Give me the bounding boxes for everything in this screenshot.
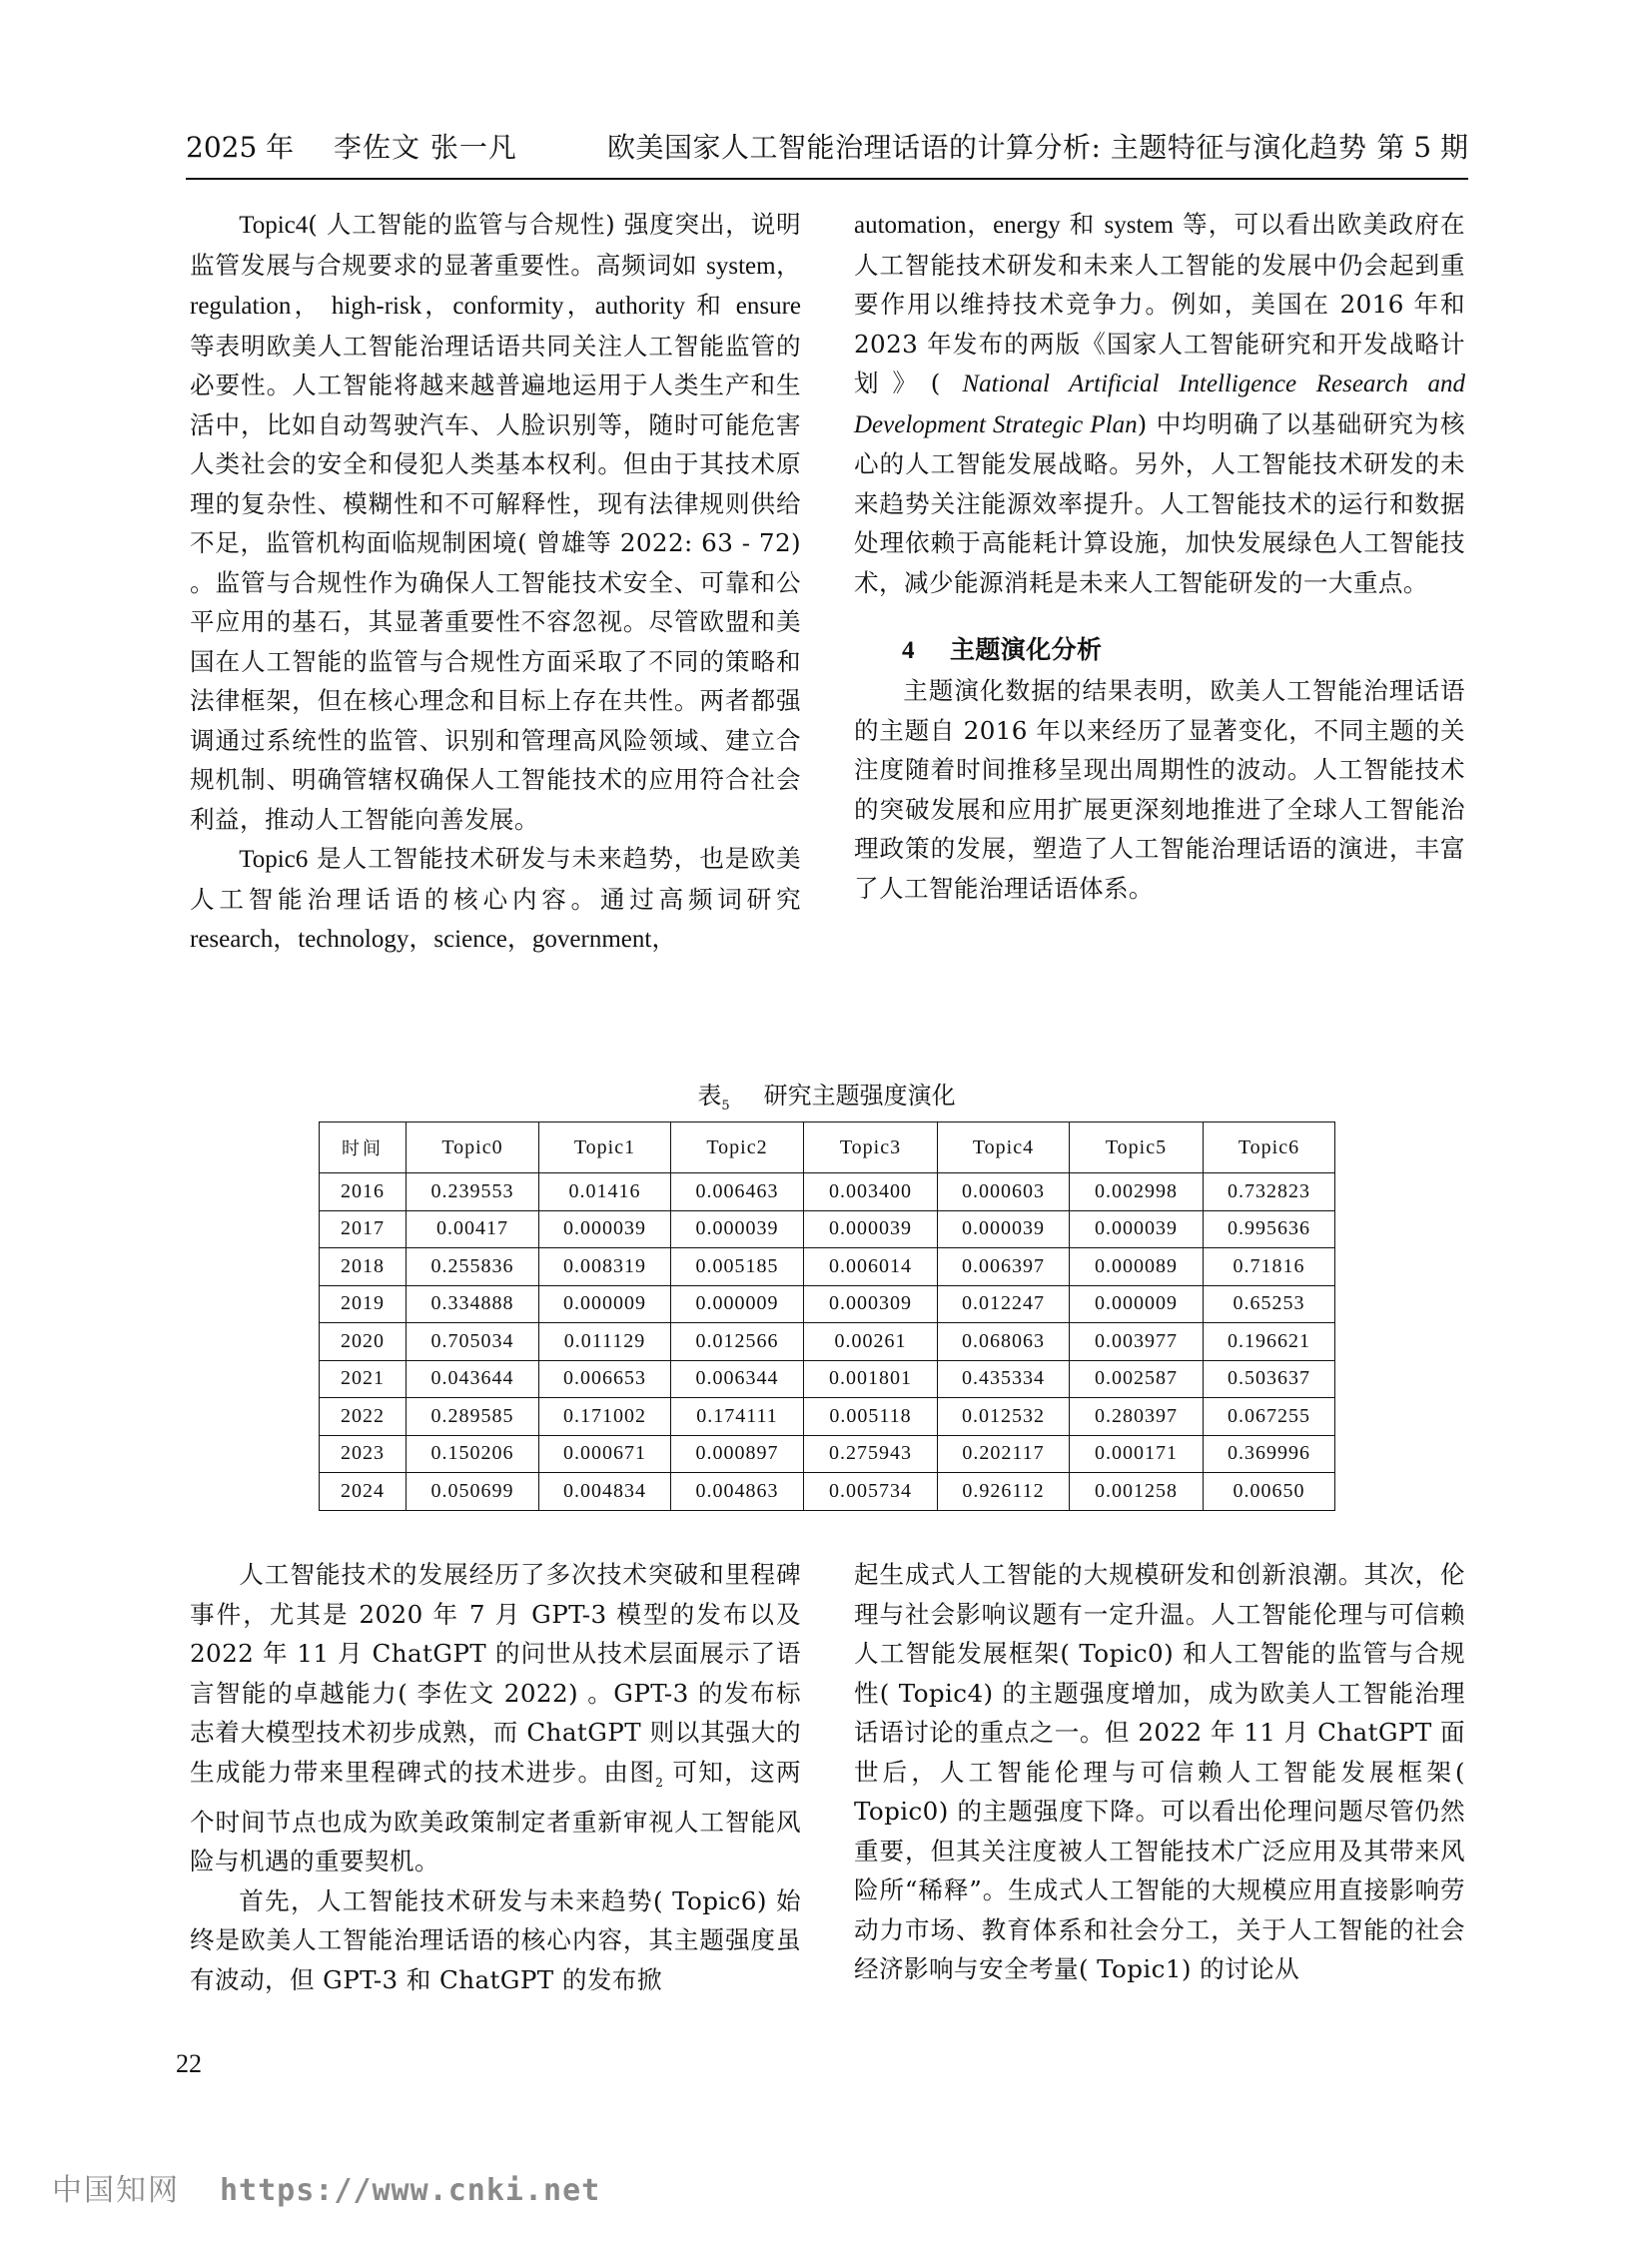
topic-strength-cell: 0.732823 xyxy=(1204,1173,1335,1211)
topic-strength-cell: 0.000171 xyxy=(1070,1435,1204,1473)
text-run: 可知，这两个时间节点也成为欧美政策制定者重新审视人工智能风险与机遇的重要契机。 xyxy=(190,1757,802,1876)
paragraph-topic6 xyxy=(190,839,801,960)
topic-strength-cell: 0.65253 xyxy=(1204,1285,1335,1323)
year-cell: 2023 xyxy=(320,1435,407,1473)
keyword-list: automation，energy xyxy=(854,212,1061,239)
text-run: ( 人工智能的监管与合规性) 强度突出，说明监管发展与合规要求的显著重要性。高频词如 xyxy=(190,210,801,280)
table-number: 5 xyxy=(721,1099,730,1114)
topic-strength-cell: 0.005734 xyxy=(804,1473,938,1511)
table-row xyxy=(320,1323,1335,1361)
text-run: ) 中均明确了以基础研究为核心的人工智能发展战略。另外，人工智能技术研发的未来趋势关注能源效率提升。人工智能技术的运行和数据处理依赖于高能耗计算设施，加快发展绿色人工智能技术，减少能源消耗是未来人工智能研发的一大重点。 xyxy=(854,408,1465,597)
year-cell: 2022 xyxy=(320,1398,407,1436)
keyword-list: system，regulation， high-risk，conformity，authority xyxy=(190,252,801,320)
table-title: 研究主题强度演化 xyxy=(763,1082,956,1110)
topic-strength-cell: 0.004834 xyxy=(539,1473,671,1511)
topic-strength-cell: 0.00417 xyxy=(407,1210,539,1248)
topic-strength-cell: 0.004863 xyxy=(671,1473,804,1511)
column-header: Topic4 xyxy=(938,1122,1070,1173)
topic-strength-cell: 0.00650 xyxy=(1204,1473,1335,1511)
topic-strength-cell: 0.01416 xyxy=(539,1173,671,1211)
text-run: 和 xyxy=(1060,210,1105,239)
topic-strength-cell: 0.000009 xyxy=(1070,1285,1204,1323)
table-label: 表 xyxy=(697,1082,722,1110)
table-row xyxy=(320,1248,1335,1286)
topic-strength-cell: 0.000009 xyxy=(671,1285,804,1323)
text-run: 等，可以看出欧美政府在人工智能技术研发和未来人工智能的发展中仍会起到重要作用以维持技术竞争力。例如，美国在 2016 年和 2023 年发布的两版《国家人工智能研究和开发战略计划》( xyxy=(854,210,1465,397)
text-run: 是人工智能技术研发与未来趋势，也是欧美人工智能治理话语的核心内容。通过高频词研究 xyxy=(190,844,801,914)
column-header: Topic1 xyxy=(539,1122,671,1173)
paragraph-first: 首先，人工智能技术研发与未来趋势( Topic6) 始终是欧美人工智能治理话语的核心内容，其主题强度虽有波动，但 GPT-3 和 ChatGPT 的发布掀 xyxy=(190,1885,801,1994)
topic-strength-cell: 0.012566 xyxy=(671,1323,804,1361)
topic-strength-cell: 0.995636 xyxy=(1204,1210,1335,1248)
year-cell: 2017 xyxy=(320,1210,407,1248)
topic-strength-cell: 0.000603 xyxy=(938,1173,1070,1211)
topic-strength-cell: 0.239553 xyxy=(407,1173,539,1211)
topic-ref: Topic6 xyxy=(239,846,309,873)
topic-strength-cell: 0.043644 xyxy=(407,1360,539,1398)
cnki-watermark xyxy=(52,2165,600,2209)
topic-strength-cell: 0.255836 xyxy=(407,1248,539,1286)
paragraph-evolution-intro: 主题演化数据的结果表明，欧美人工智能治理话语的主题自 2016 年以来经历了显著变化，不同主题的关注度随着时间推移呈现出周期性的波动。人工智能技术的突破发展和应用扩展更深刻地推进了全球人工智能治理政策的发展，塑造了人工智能治理话语的演进，丰富了人工智能治理话语体系。 xyxy=(854,676,1465,903)
paragraph-milestones xyxy=(190,1555,801,1881)
left-column-bottom xyxy=(190,1555,801,1999)
topic-strength-cell: 0.008319 xyxy=(539,1248,671,1286)
text-run: 和 xyxy=(684,291,736,320)
topic-strength-cell: 0.012247 xyxy=(938,1285,1070,1323)
topic-strength-cell: 0.006653 xyxy=(539,1360,671,1398)
section-title: 主题演化分析 xyxy=(950,635,1103,664)
watermark-cn: 中国知网 xyxy=(52,2173,180,2208)
topic-strength-cell: 0.289585 xyxy=(407,1398,539,1436)
year-cell: 2016 xyxy=(320,1173,407,1211)
right-column-top xyxy=(854,205,1465,908)
topic-strength-cell: 0.000039 xyxy=(804,1210,938,1248)
topic-strength-cell: 0.006463 xyxy=(671,1173,804,1211)
year-cell: 2018 xyxy=(320,1248,407,1286)
running-head-authors: 李佐文 张一凡 xyxy=(334,131,517,164)
figure-number: 2 xyxy=(655,1775,664,1790)
column-header: 时间 xyxy=(320,1122,407,1173)
keyword-list: research，technology，science，government， xyxy=(190,926,677,953)
topic-strength-cell: 0.000671 xyxy=(539,1435,671,1473)
header-rule xyxy=(186,178,1468,180)
year-cell: 2020 xyxy=(320,1323,407,1361)
keyword: system xyxy=(1104,212,1174,239)
topic-strength-cell: 0.006397 xyxy=(938,1248,1070,1286)
topic-strength-cell: 0.435334 xyxy=(938,1360,1070,1398)
topic-strength-cell: 0.002998 xyxy=(1070,1173,1204,1211)
column-header: Topic2 xyxy=(671,1122,804,1173)
topic-strength-cell: 0.003400 xyxy=(804,1173,938,1211)
topic-strength-cell: 0.067255 xyxy=(1204,1398,1335,1436)
text-run: 等表明欧美人工智能治理话语共同关注人工智能监管的必要性。人工智能将越来越普遍地运用于人类生产和生活中，比如自动驾驶汽车、人脸识别等，随时可能危害人类社会的安全和侵犯人类基本权利。但由于其技术原理的复杂性、模糊性和不可解释性，现有法律规则供给不足，监管机构面临规制困境( 曾雄等 2022: 63 - 72) 。监管与合规性作为确保人工智能技术安全、可靠和公平应用的基石，其显著重要性不容忽视。尽管欧盟和美国在人工智能的监管与合规性方面采取了不同的策略和法律框架，但在核心理念和目标上存在共性。两者都强调通过系统性的监管、识别和管理高风险领域、建立合规机制、明确管辖权确保人工智能技术的应用符合社会利益，推动人工智能向善发展。 xyxy=(190,331,801,834)
topic-ref: Topic4 xyxy=(239,212,309,239)
topic-strength-cell: 0.705034 xyxy=(407,1323,539,1361)
year-cell: 2021 xyxy=(320,1360,407,1398)
topic-strength-cell: 0.000009 xyxy=(539,1285,671,1323)
table-row xyxy=(320,1285,1335,1323)
column-header: Topic0 xyxy=(407,1122,539,1173)
running-head-year: 2025 年 xyxy=(186,131,295,164)
topic-strength-cell: 0.174111 xyxy=(671,1398,804,1436)
table-row xyxy=(320,1398,1335,1436)
section-number: 4 xyxy=(902,637,915,664)
topic-strength-cell: 0.001801 xyxy=(804,1360,938,1398)
paragraph-first-continued: 起生成式人工智能的大规模研发和创新浪潮。其次，伦理与社会影响议题有一定升温。人工智能伦理与可信赖人工智能发展框架( Topic0) 和人工智能的监管与合规性( Topic4) 的主题强度增加，成为欧美人工智能治理话语讨论的重点之一。但 2022 年 11 月 ChatGPT 面世后，人工智能伦理与可信赖人工智能发展框架( Topic0) 的主题强度下降。可以看出伦理问题尽管仍然重要，但其关注度被人工智能技术广泛应用及其带来风险所“稀释”。生成式人工智能的大规模应用直接影响劳动力市场、教育体系和社会分工，关于人工智能的社会经济影响与安全考量( Topic1) 的讨论从 xyxy=(854,1560,1465,1983)
keyword: ensure xyxy=(735,293,801,320)
topic-strength-cell: 0.001258 xyxy=(1070,1473,1204,1511)
column-header: Topic6 xyxy=(1204,1122,1335,1173)
topic-strength-cell: 0.050699 xyxy=(407,1473,539,1511)
watermark-url: https://www.cnki.net xyxy=(220,2173,601,2208)
topic-strength-cell: 0.000039 xyxy=(938,1210,1070,1248)
table-caption xyxy=(319,1079,1334,1123)
topic-strength-cell: 0.003977 xyxy=(1070,1323,1204,1361)
topic-strength-cell: 0.280397 xyxy=(1070,1398,1204,1436)
page-number: 22 xyxy=(176,2049,202,2078)
running-head-title: 欧美国家人工智能治理话语的计算分析: 主题特征与演化趋势 xyxy=(607,131,1367,164)
topic-strength-cell: 0.202117 xyxy=(938,1435,1070,1473)
topic-strength-cell: 0.00261 xyxy=(804,1323,938,1361)
topic-strength-cell: 0.000039 xyxy=(539,1210,671,1248)
topic-strength-cell: 0.000897 xyxy=(671,1435,804,1473)
table-row xyxy=(320,1473,1335,1511)
topic-strength-cell: 0.000309 xyxy=(804,1285,938,1323)
topic-strength-cell: 0.006014 xyxy=(804,1248,938,1286)
right-column-bottom xyxy=(854,1555,1465,1989)
running-head xyxy=(186,128,1468,168)
topic-strength-cell: 0.503637 xyxy=(1204,1360,1335,1398)
topic-strength-table xyxy=(319,1121,1335,1511)
topic-strength-cell: 0.005118 xyxy=(804,1398,938,1436)
table-row xyxy=(320,1210,1335,1248)
topic-strength-cell: 0.150206 xyxy=(407,1435,539,1473)
column-header: Topic3 xyxy=(804,1122,938,1173)
column-header: Topic5 xyxy=(1070,1122,1204,1173)
section-heading xyxy=(854,632,1465,669)
table-row xyxy=(320,1360,1335,1398)
table-header-row xyxy=(320,1122,1335,1173)
topic-strength-cell: 0.369996 xyxy=(1204,1435,1335,1473)
topic-strength-cell: 0.002587 xyxy=(1070,1360,1204,1398)
paragraph-topic4 xyxy=(190,205,801,839)
topic-strength-cell: 0.068063 xyxy=(938,1323,1070,1361)
topic-strength-cell: 0.006344 xyxy=(671,1360,804,1398)
topic-strength-cell: 0.000039 xyxy=(671,1210,804,1248)
plan-title-english: National Artificial Intelligence Research and Development Strategic Plan xyxy=(854,371,1465,438)
topic-strength-cell: 0.71816 xyxy=(1204,1248,1335,1286)
topic-strength-cell: 0.334888 xyxy=(407,1285,539,1323)
topic-strength-cell: 0.011129 xyxy=(539,1323,671,1361)
table-row xyxy=(320,1173,1335,1211)
year-cell: 2024 xyxy=(320,1473,407,1511)
topic-strength-cell: 0.275943 xyxy=(804,1435,938,1473)
running-head-issue: 第 5 期 xyxy=(1376,131,1468,164)
topic-strength-cell: 0.171002 xyxy=(539,1398,671,1436)
year-cell: 2019 xyxy=(320,1285,407,1323)
table-row xyxy=(320,1435,1335,1473)
paragraph-topic6-continued xyxy=(854,205,1465,602)
topic-strength-cell: 0.000039 xyxy=(1070,1210,1204,1248)
left-column-top xyxy=(190,205,801,960)
topic-strength-cell: 0.000089 xyxy=(1070,1248,1204,1286)
topic-strength-cell: 0.005185 xyxy=(671,1248,804,1286)
text-run: 人工智能技术的发展经历了多次技术突破和里程碑事件，尤其是 2020 年 7 月 GPT-3 模型的发布以及 2022 年 11 月 ChatGPT 的问世从技术层面展示了语言智能的卓越能力( 李佐文 2022) 。GPT-3 的发布标志着大模型技术初步成熟，而 ChatGPT 则以其强大的生成能力带来里程碑式的技术进步。由图 xyxy=(190,1560,801,1787)
topic-strength-cell: 0.926112 xyxy=(938,1473,1070,1511)
topic-strength-cell: 0.012532 xyxy=(938,1398,1070,1436)
topic-strength-cell: 0.196621 xyxy=(1204,1323,1335,1361)
